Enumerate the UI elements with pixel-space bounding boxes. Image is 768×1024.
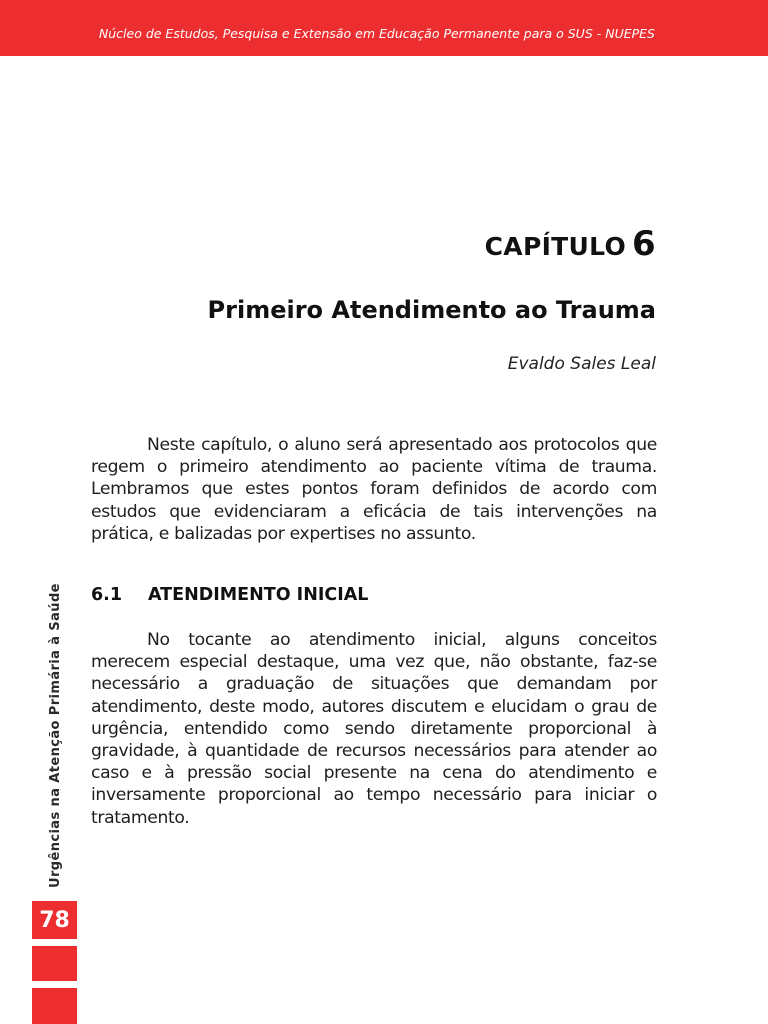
chapter-title: Primeiro Atendimento ao Trauma bbox=[207, 296, 656, 324]
page-number-badge bbox=[32, 901, 77, 939]
chapter-author: Evaldo Sales Leal bbox=[507, 354, 656, 374]
section-number: 6.1 bbox=[91, 585, 123, 605]
decorative-red-block bbox=[32, 988, 77, 1024]
section-title: ATENDIMENTO INICIAL bbox=[148, 585, 369, 605]
decorative-red-block bbox=[32, 946, 77, 981]
page-number: 78 bbox=[39, 907, 70, 933]
intro-paragraph: Neste capítulo, o aluno será apresentado aos protocolos que regem o primeiro atendimento ao paciente vítima de trauma. Lembramos que estes pontos foram definidos de acordo com estudos que evidenciaram a eficácia de tais intervenções na prática, e balizadas por expertises no assunto. bbox=[91, 435, 657, 544]
section-heading bbox=[91, 585, 368, 605]
header-bar bbox=[0, 0, 768, 56]
chapter-number: 6 bbox=[632, 224, 656, 264]
chapter-label: CAPÍTULO bbox=[484, 232, 627, 261]
section-paragraph: No tocante ao atendimento inicial, alguns conceitos merecem especial destaque, uma vez que, não obstante, faz-se necessário a graduação de situações que demandam por atendimento, deste modo, autores discutem e elucidam o grau de urgência, entendido como sendo diretamente proporcional à gravidade, à quantidade de recursos necessários para atender ao caso e à pressão social presente na cena do atendimento e inversamente proporcional ao tempo necessário para iniciar o tratamento. bbox=[91, 630, 657, 828]
sidebar-book-title: Urgências na Atenção Primária à Saúde bbox=[48, 583, 63, 888]
sidebar-book-title-wrap bbox=[44, 583, 63, 888]
header-institution-text: Núcleo de Estudos, Pesquisa e Extensão em Educação Permanente para o SUS - NUEPES bbox=[98, 26, 655, 41]
chapter-heading bbox=[485, 224, 656, 264]
